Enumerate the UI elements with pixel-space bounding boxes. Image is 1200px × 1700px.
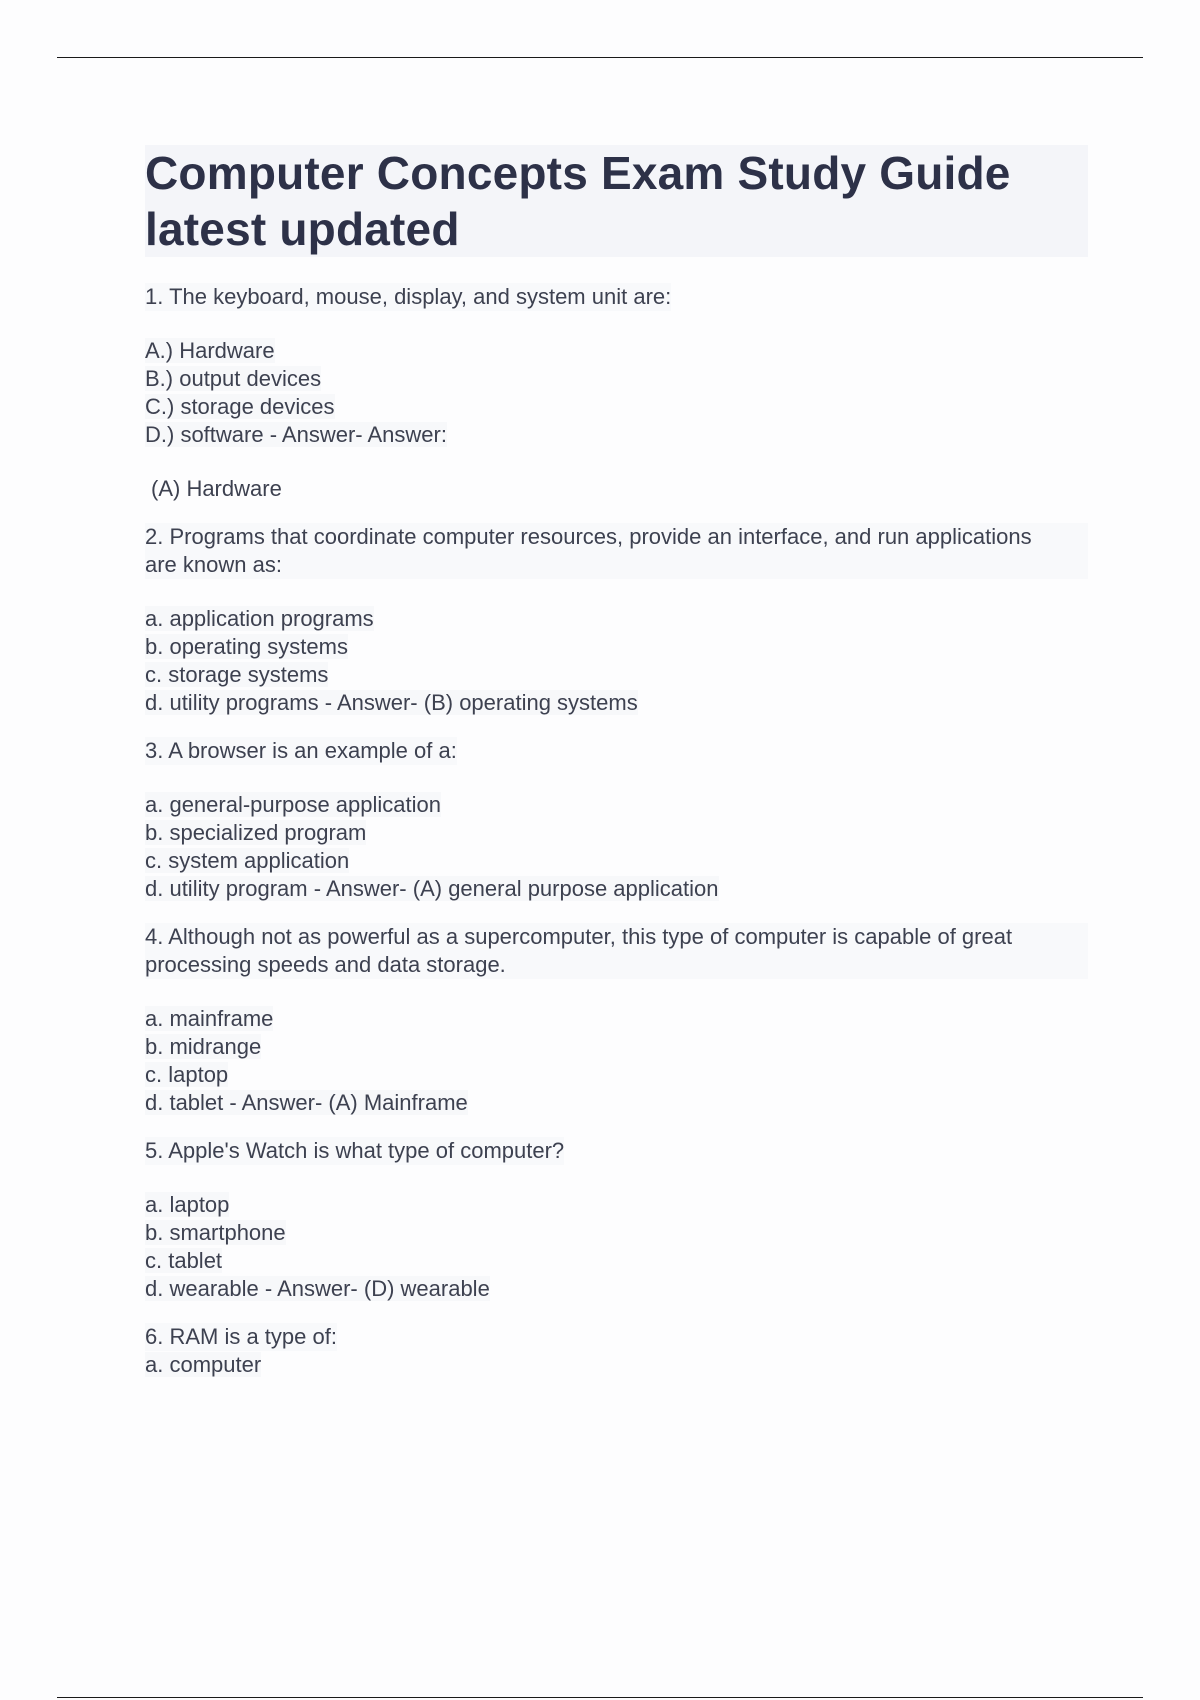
question-1	[145, 283, 1088, 503]
option-list	[145, 337, 1088, 449]
question-text: 6. RAM is a type of:	[145, 1324, 337, 1349]
option: a. computer	[145, 1352, 262, 1377]
question-5	[145, 1137, 1088, 1303]
option: A.) Hardware	[145, 338, 275, 363]
option: d. tablet - Answer- (A) Mainframe	[145, 1090, 468, 1115]
document-title: Computer Concepts Exam Study Guide latest updated	[145, 147, 1011, 255]
question-text: 3. A browser is an example of a:	[145, 738, 457, 763]
option: a. mainframe	[145, 1006, 274, 1031]
option: D.) software - Answer- Answer:	[145, 422, 447, 447]
option: a. application programs	[145, 606, 374, 631]
option: b. operating systems	[145, 634, 348, 659]
top-rule	[57, 57, 1143, 58]
option-list	[145, 791, 1088, 903]
option-list	[145, 1351, 1088, 1379]
option-list	[145, 1005, 1088, 1117]
title-block	[145, 145, 1088, 257]
option: c. storage systems	[145, 662, 329, 687]
option: b. specialized program	[145, 820, 367, 845]
option-list	[145, 605, 1088, 717]
question-text: 4. Although not as powerful as a supercomputer, this type of computer is capable of great processing speeds and data storage.	[145, 923, 1088, 979]
answer-text: (A) Hardware	[151, 476, 282, 501]
option: B.) output devices	[145, 366, 322, 391]
option-list	[145, 1191, 1088, 1303]
option: b. smartphone	[145, 1220, 286, 1245]
option: b. midrange	[145, 1034, 262, 1059]
option: d. utility program - Answer- (A) general purpose application	[145, 876, 719, 901]
option: d. wearable - Answer- (D) wearable	[145, 1276, 490, 1301]
question-2	[145, 523, 1088, 717]
option: c. laptop	[145, 1062, 229, 1087]
question-text: 2. Programs that coordinate computer resources, provide an interface, and run applications are known as:	[145, 523, 1088, 579]
option: c. tablet	[145, 1248, 223, 1273]
question-4	[145, 923, 1088, 1117]
question-list	[145, 283, 1088, 1399]
question-text: 1. The keyboard, mouse, display, and system unit are:	[145, 284, 672, 309]
question-3	[145, 737, 1088, 903]
question-text: 5. Apple's Watch is what type of computer?	[145, 1138, 565, 1163]
bottom-rule	[57, 1697, 1143, 1698]
question-6	[145, 1323, 1088, 1379]
option: d. utility programs - Answer- (B) operating systems	[145, 690, 638, 715]
option: a. general-purpose application	[145, 792, 441, 817]
option: C.) storage devices	[145, 394, 335, 419]
option: a. laptop	[145, 1192, 230, 1217]
option: c. system application	[145, 848, 350, 873]
